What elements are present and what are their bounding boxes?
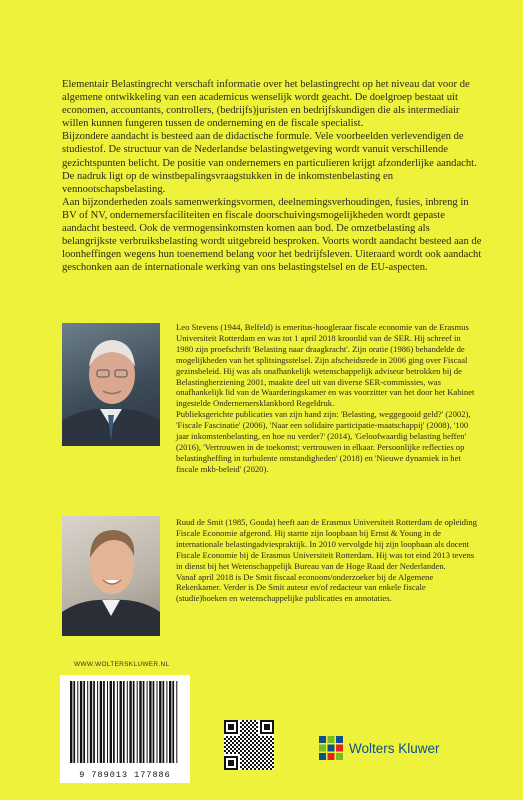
isbn-number: 9 789013 177886 xyxy=(79,770,171,780)
bio-2-paragraph-1: Ruud de Smit (1985, Gouda) heeft aan de Erasmus Universiteit Rotterdam de opleiding Fiscale Economie afgerond. Hij startte zijn loopbaan bij Ernst & Young in de internationale belastingadviespraktijk. In 2010 vervolgde hij zijn loopbaan als docent Fiscale Economie bij de Erasmus Universiteit Rotterdam. Hij was tot eind 2013 tevens in dienst bij het Wetenschappelijk Bureau van de Hoge Raad der Nederlanden. xyxy=(176,517,477,571)
author-bio-ruud-de-smit xyxy=(176,517,478,604)
bio-2-paragraph-2: Vanaf april 2018 is De Smit fiscaal econoom/onderzoeker bij de Algemene Rekenkamer. Verder is De Smit auteur en/of redacteur van enkele fiscale (studie)boeken en wetenschappelijke publicaties en annotaties. xyxy=(176,571,434,604)
bio-1-paragraph-1: Leo Stevens (1944, Belfeld) is emeritus-hoogleraar fiscale economie van de Erasmus Universiteit Rotterdam en was tot 1 april 2018 kroonlid van de SER. Hij schreef in 1980 zijn proefschrift 'Belasting naar draagkracht'. Zijn oratie (1986) behandelde de mogelijkheden van het splitsingsstelsel. Zijn afscheidsrede in 2006 ging over Fiscaal gezinsbeleid. Hij was als onafhankelijk wetenschappelijk adviseur betrokken bij de Belastingherziening 2001, maakte deel uit van diverse SER-commissies, was onafhankelijk lid van de Waarderingskamer en was voorzitter van het door het Kabinet ingestelde Ondernemersklankbord Regeldruk. xyxy=(176,322,475,409)
barcode-bars-icon xyxy=(68,681,182,763)
publisher-name: Wolters Kluwer xyxy=(349,740,440,756)
author-photo-ruud-de-smit xyxy=(62,516,160,636)
isbn-barcode xyxy=(60,675,190,783)
publisher-logo xyxy=(318,735,440,761)
blurb-paragraph-3: Aan bijzonderheden zoals samenwerkingsvormen, deelnemingsverhoudingen, fusies, inbreng in BV of NV, ondernemersfaciliteiten en fiscale doorschuivingsmogelijkheden wordt gepaste aandacht besteed. Ook de vermogensinkomsten komen aan bod. De omzetbelasting als belangrijkste verbruiksbelasting wordt uitgebreid besproken. Voorts wordt aandacht besteed aan de loonheffingen wegens hun toenemend belang voor het bedrijfsleven. Uiteraard wordt ook aandacht geschonken aan de internationale werking van ons belastingstelsel en de EU-aspecten. xyxy=(62,196,482,274)
wolters-kluwer-mark-icon xyxy=(318,735,344,761)
qr-code-icon xyxy=(224,720,274,770)
blurb-paragraph-2: Bijzondere aandacht is besteed aan de didactische formule. Vele voorbeelden verlevendigen de studiestof. De structuur van de Nederlandse belastingwetgeving wordt vanuit verschillende gezichtspunten belicht. De positie van ondernemers en particulieren krijgt afzonderlijke aandacht. De nadruk ligt op de winstbepalingsvraagstukken in de inkomstenbelasting en vennootschapsbelasting. xyxy=(62,131,477,195)
bio-1-paragraph-2: Publieksgerichte publicaties van zijn hand zijn: 'Belasting, weggegooid geld?' (2002), 'Fiscale Fascinatie' (2006), 'Naar een solidaire participatie-maatschappij' (2008), '100 jaar inkomstenbelasting, en hoe nu verder?' (2014), 'Geloofwaardig belasting heffen' (2016), 'Vertrouwen in de toekomst; vertrouwen in elkaar. Persoonlijke reflecties op belastingheffing in turbulente omstandigheden' (2018) en 'Nieuwe dynamiek in het fiscale mkb-beleid' (2020). xyxy=(176,409,471,474)
publisher-website: WWW.WOLTERSKLUWER.NL xyxy=(74,661,170,668)
blurb xyxy=(62,78,482,274)
blurb-paragraph-1: Elementair Belastingrecht verschaft informatie over het belastingrecht op het niveau dat voor de algemene ontwikkeling van een academicus wenselijk wordt geacht. De doelgroep bestaat uit economen, accountants, controllers, (bedrijfs)juristen en bedrijfskundigen die als intermediair willen kunnen fungeren tussen de onderneming en de fiscale specialist. xyxy=(62,79,470,130)
author-bio-leo-stevens xyxy=(176,322,478,475)
author-photo-leo-stevens xyxy=(62,323,160,446)
